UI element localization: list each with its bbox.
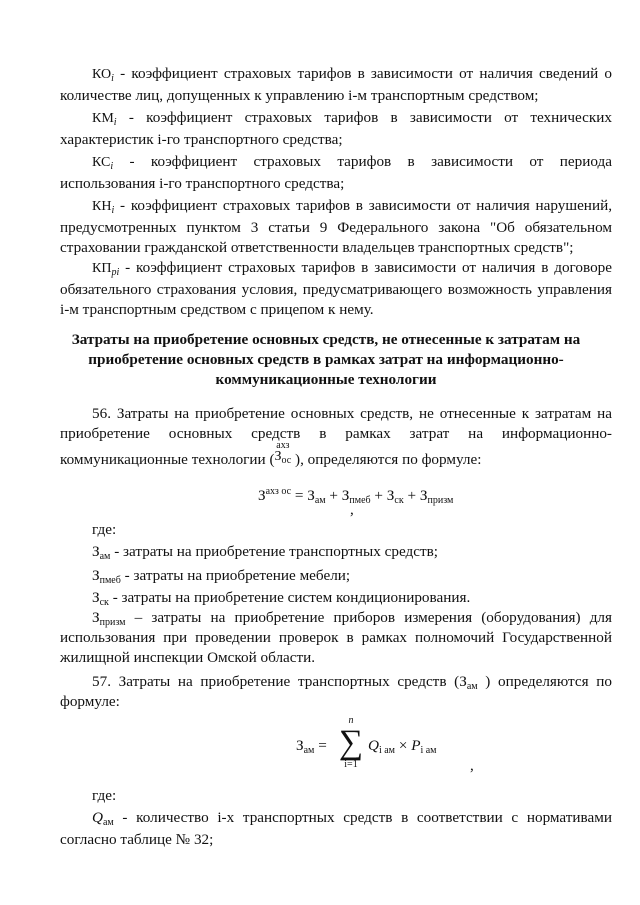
def-z-prizm-line3: жилищной инспекции Омской области. bbox=[60, 649, 316, 666]
where-label-2: где: bbox=[92, 787, 117, 804]
section-heading-line3: коммуникационные технологии bbox=[215, 371, 437, 388]
def-z-am: Зам - затраты на приобретение транспортных средств; bbox=[92, 543, 439, 562]
symbol-kh: $КН_i$ bbox=[92, 199, 115, 216]
def-ko-line2: количестве лиц, допущенных к управлению i-м транспортным средством; bbox=[60, 87, 539, 104]
def-z-prizm-line2: использования при проведении проверок в рамках полномочий Государственной bbox=[60, 629, 612, 646]
def-kc-line2: использования i-го транспортного средства; bbox=[60, 175, 345, 192]
def-q-am-line2: согласно таблице № 32; bbox=[60, 831, 214, 848]
def-z-prizm-line1: Зпризм – затраты на приобретение приборов измерения (оборудования) для bbox=[92, 609, 612, 628]
formula-57: Зам = n ∑ i=1 Qi ам × Pi ам bbox=[296, 715, 437, 770]
def-km-line1: $КМ_i$ - коэффициент страховых тарифов в зависимости от технических bbox=[92, 109, 612, 128]
where-label-1: где: bbox=[92, 521, 117, 538]
def-kp-line1: $КП_{pi}$ - коэффициент страховых тарифов в зависимости от наличия в договоре bbox=[92, 259, 612, 278]
symbol-ko: $КО_i$ bbox=[92, 67, 114, 84]
symbol-kp: $КП_{pi}$ bbox=[92, 261, 120, 278]
formula-56: $З^{ахз ос}$ = Зам + Зпмеб + Зск + Зпризм bbox=[258, 486, 454, 506]
p56-line2: приобретение основных средств в рамках затрат на информационно- bbox=[60, 425, 612, 442]
section-heading-line1: Затраты на приобретение основных средств, не отнесенные к затратам на bbox=[71, 331, 581, 348]
def-kc-line1: $КС_i$ - коэффициент страховых тарифов в зависимости от периода bbox=[92, 153, 612, 172]
sum-symbol: n ∑ i=1 bbox=[338, 715, 364, 770]
def-kh-line3: страховании гражданской ответственности владельцев транспортных средств"; bbox=[60, 239, 574, 256]
def-z-pmeb: Зпмеб - затраты на приобретение мебели; bbox=[92, 567, 351, 586]
def-kp-line2: обязательного страхования условия, предусматривающего возможность управления bbox=[60, 281, 612, 298]
formula-57-comma: , bbox=[470, 757, 474, 774]
p56-line1: 56. Затраты на приобретение основных средств, не отнесенные к затратам на bbox=[92, 405, 612, 422]
section-heading-line2: приобретение основных средств в рамках затрат на информационно- bbox=[88, 351, 564, 368]
p57-line2: формуле: bbox=[60, 693, 120, 710]
def-kp-line3: i-м транспортным средством с прицепом к нему. bbox=[60, 301, 374, 318]
def-kh-line1: $КН_i$ - коэффициент страховых тарифов в зависимости от наличия нарушений, bbox=[92, 197, 612, 216]
def-q-am-line1: Qам - количество i-х транспортных средств в соответствии с нормативами bbox=[92, 809, 612, 828]
def-z-sk: Зск - затраты на приобретение систем кондиционирования. bbox=[92, 589, 471, 608]
p56-line3: коммуникационные технологии ( ахз Зос ), определяются по формуле: bbox=[60, 440, 482, 468]
def-kh-line2: предусмотренных пунктом 3 статьи 9 Федерального закона "Об обязательном bbox=[60, 219, 612, 236]
p57-line1: 57. Затраты на приобретение транспортных средств (Зам ) определяются по bbox=[92, 673, 612, 692]
symbol-kc: $КС_i$ bbox=[92, 155, 114, 172]
def-km-line2: характеристик i-го транспортного средства; bbox=[60, 131, 343, 148]
def-ko-line1: $КО_i$ - коэффициент страховых тарифов в зависимости от наличия сведений о bbox=[92, 65, 612, 84]
symbol-z-axz-os: ахз Зос bbox=[274, 440, 292, 467]
symbol-z-am-inline: Зам bbox=[459, 673, 478, 692]
symbol-km: $КМ_i$ bbox=[92, 111, 117, 128]
formula-56-comma: , bbox=[350, 501, 354, 518]
